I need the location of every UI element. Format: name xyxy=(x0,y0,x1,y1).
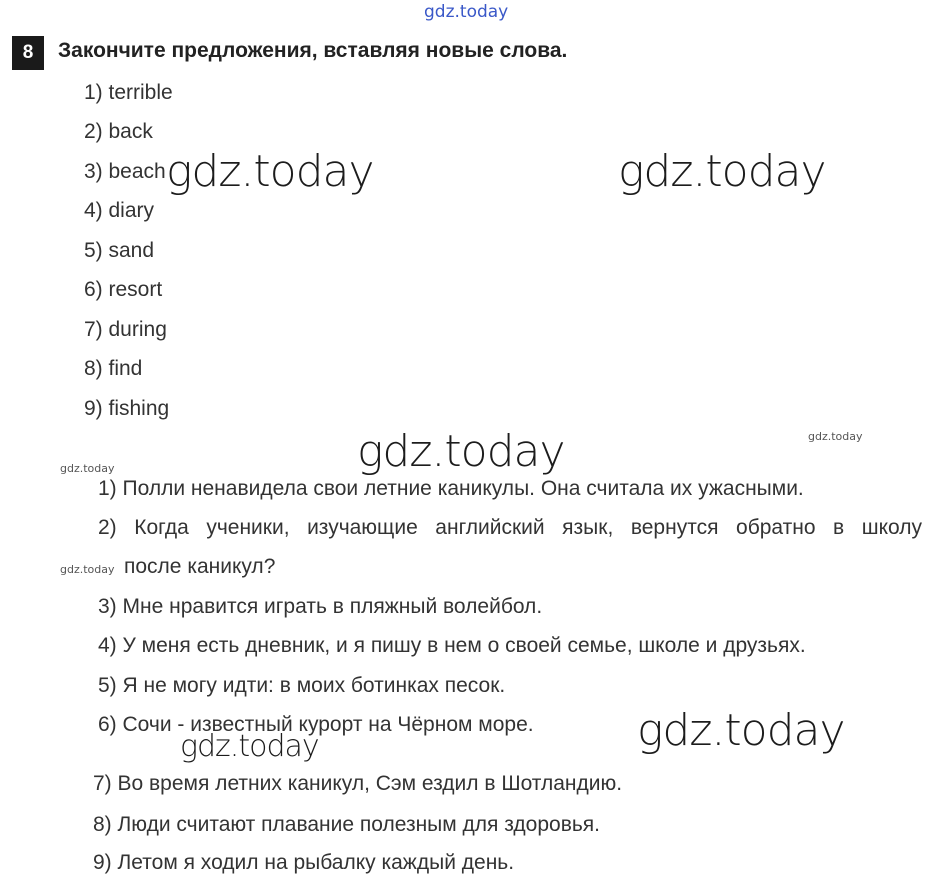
sentence-item: 8) Люди считают плавание полезным для здоровья. xyxy=(93,813,601,836)
word-item: 8) find xyxy=(84,357,143,380)
word-item: 9) fishing xyxy=(84,397,170,420)
watermark-large: gdz.today xyxy=(166,146,374,197)
task-title: Закончите предложения, вставляя новые слова. xyxy=(58,39,568,62)
watermark-small: gdz.today xyxy=(808,430,863,443)
word-item: 2) back xyxy=(84,120,153,143)
watermark-large: gdz.today xyxy=(637,705,845,756)
word-item: 6) resort xyxy=(84,278,163,301)
watermark-medium: gdz.today xyxy=(180,729,319,764)
word-item: 4) diary xyxy=(84,199,155,222)
watermark-large: gdz.today xyxy=(357,426,565,477)
watermark-large: gdz.today xyxy=(618,146,826,197)
sentence-item: после каникул? xyxy=(124,555,276,578)
sentence-item: 3) Мне нравится играть в пляжный волейбол. xyxy=(98,595,543,618)
watermark-small: gdz.today xyxy=(60,462,115,475)
word-item: 7) during xyxy=(84,318,167,341)
task-number-badge: 8 xyxy=(12,36,44,70)
word-item: 1) terrible xyxy=(84,81,173,104)
sentence-item: 6) Сочи - известный курорт на Чёрном море. xyxy=(98,713,534,736)
watermark-small: gdz.today xyxy=(60,563,115,576)
sentence-item: 5) Я не могу идти: в моих ботинках песок. xyxy=(98,674,506,697)
watermark-top: gdz.today xyxy=(424,2,509,22)
sentence-item: 4) У меня есть дневник, и я пишу в нем о своей семье, школе и друзьях. xyxy=(98,634,806,657)
word-item: 3) beach xyxy=(84,160,166,183)
sentence-item: 9) Летом я ходил на рыбалку каждый день. xyxy=(93,851,515,874)
sentence-item: 2) Когда ученики, изучающие английский язык, вернутся обратно в школу xyxy=(98,516,922,539)
sentence-item: 1) Полли ненавидела свои летние каникулы. Она считала их ужасными. xyxy=(98,477,804,500)
word-item: 5) sand xyxy=(84,239,155,262)
sentence-item: 7) Во время летних каникул, Сэм ездил в Шотландию. xyxy=(93,772,623,795)
